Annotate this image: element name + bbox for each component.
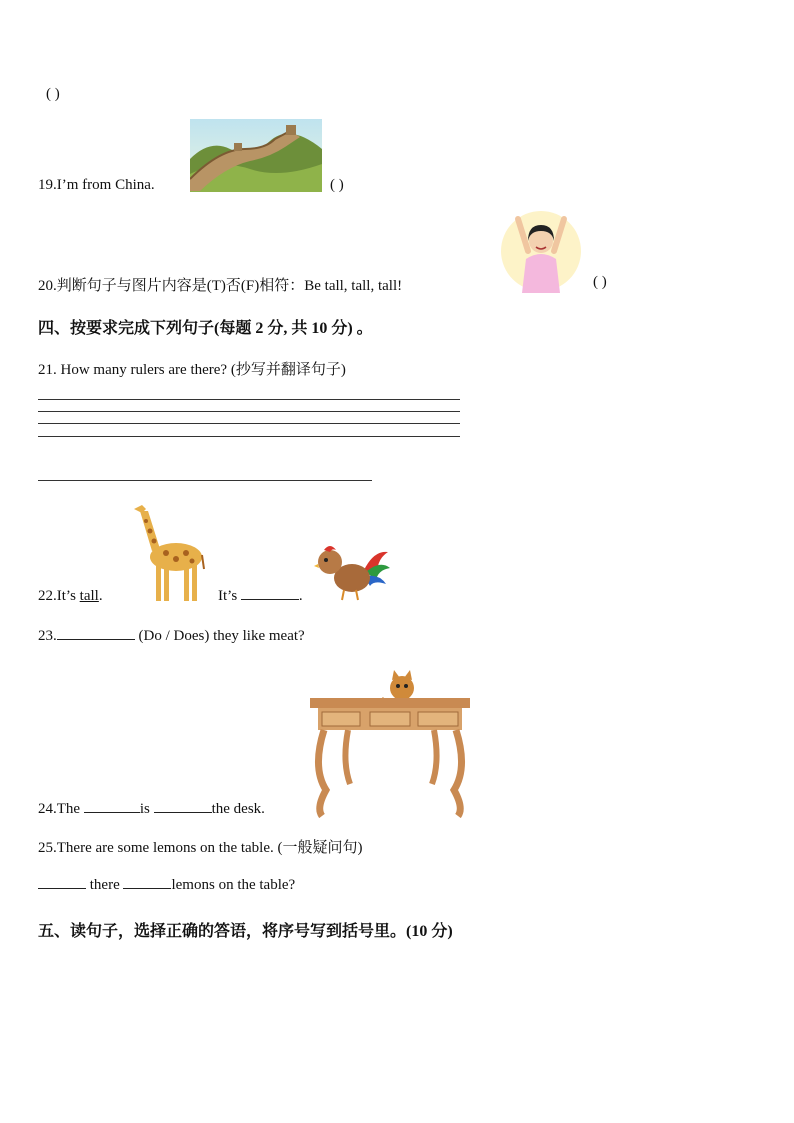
writing-line-2 bbox=[38, 411, 460, 412]
q25-blank-1[interactable] bbox=[38, 888, 86, 889]
q24-blank-2[interactable] bbox=[154, 812, 212, 813]
girl-image bbox=[498, 209, 584, 293]
great-wall-image bbox=[190, 119, 322, 192]
q23-blank[interactable] bbox=[57, 639, 135, 640]
giraffe-image bbox=[126, 499, 206, 603]
q22-answer: tall bbox=[79, 588, 99, 604]
q22-prefix: 22.It’s bbox=[38, 588, 80, 604]
q24-mid: is bbox=[139, 801, 150, 817]
q25-mid: there bbox=[89, 877, 120, 893]
top-answer-paren: ( ) bbox=[46, 86, 60, 102]
q20-paren: ( ) bbox=[593, 274, 607, 290]
q25-end: lemons on the table? bbox=[171, 877, 296, 893]
q19-text: 19.I’m from China. bbox=[38, 177, 155, 193]
q24-end: the desk. bbox=[211, 801, 265, 817]
writing-line-3 bbox=[38, 423, 460, 424]
translation-line bbox=[38, 480, 372, 481]
q25-blank-2[interactable] bbox=[123, 888, 171, 889]
q22-end: . bbox=[298, 588, 303, 604]
q25-answer-line bbox=[38, 877, 295, 894]
section-5-title: 五、读句子，选择正确的答语，将序号写到括号里。(10 分) bbox=[38, 923, 453, 940]
q24-blank-1[interactable] bbox=[84, 812, 140, 813]
rooster-image bbox=[314, 540, 392, 602]
q25-text: 25.There are some lemons on the table. (一般疑问句) bbox=[38, 840, 363, 856]
writing-line-4 bbox=[38, 436, 460, 437]
q23-sentence bbox=[38, 628, 305, 645]
q22-suffix: . bbox=[98, 588, 103, 604]
writing-line-1 bbox=[38, 399, 460, 400]
q22-blank[interactable] bbox=[241, 599, 299, 600]
q22-second-text: It’s bbox=[218, 588, 238, 604]
q20-text: 20.判断句子与图片内容是(T)否(F)相符：Be tall, tall, tall! bbox=[38, 278, 403, 294]
section-4-title: 四、按要求完成下列句子(每题 2 分, 共 10 分) 。 bbox=[38, 320, 373, 337]
q22-sentence bbox=[38, 588, 103, 605]
q22-second bbox=[218, 588, 303, 605]
q24-prefix: 24.The bbox=[38, 801, 81, 817]
desk-with-cat-image bbox=[308, 658, 472, 818]
q23-prefix: 23. bbox=[38, 628, 57, 644]
q24-sentence bbox=[38, 801, 265, 818]
q23-text: (Do / Does) they like meat? bbox=[134, 628, 305, 644]
q21-text: 21. How many rulers are there? (抄写并翻译句子) bbox=[38, 362, 346, 378]
q19-paren: ( ) bbox=[330, 177, 344, 193]
